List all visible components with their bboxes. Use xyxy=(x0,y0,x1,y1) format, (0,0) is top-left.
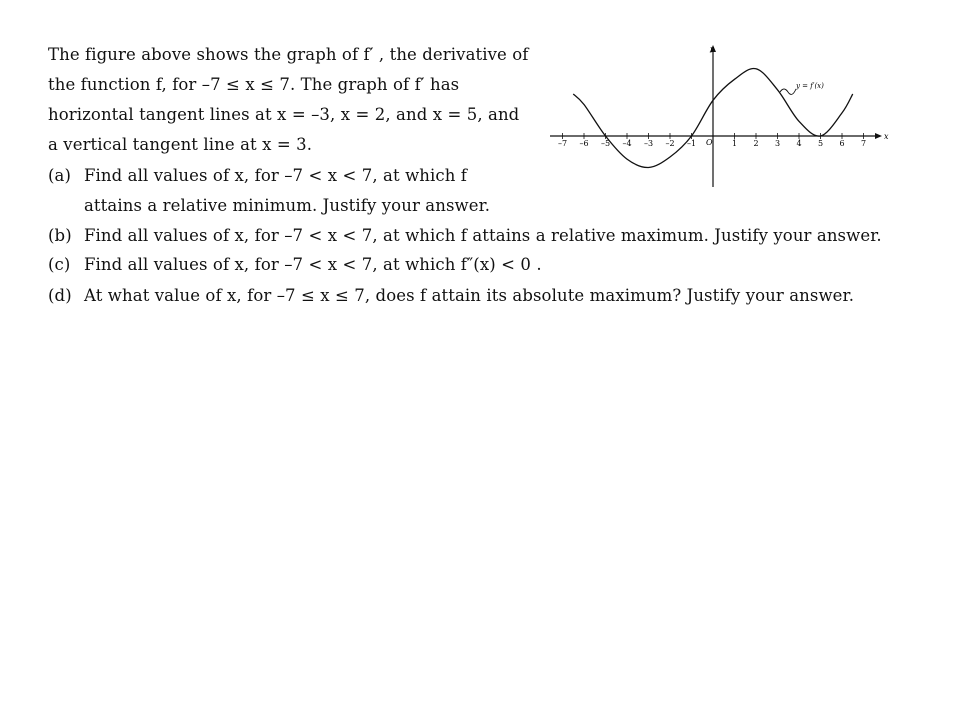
part-a xyxy=(48,166,467,186)
part-c xyxy=(48,255,542,275)
problem-intro-line-1: The figure above shows the graph of f′ , the derivative of xyxy=(48,45,529,64)
x-tick-label: 3 xyxy=(774,139,781,148)
x-tick-label: –2 xyxy=(665,139,675,148)
x-axis-label: x xyxy=(884,132,889,141)
part-a-text: Find all values of x, for –7 < x < 7, at which f xyxy=(84,166,468,185)
x-tick-label: 5 xyxy=(817,139,824,148)
x-tick-label: –1 xyxy=(686,139,697,148)
part-d xyxy=(48,286,854,306)
curve-label: y = f′(x) xyxy=(796,82,824,90)
x-tick-label: 4 xyxy=(796,139,802,148)
derivative-graph xyxy=(545,40,890,190)
x-tick-label: 1 xyxy=(731,139,738,148)
x-tick-label: –5 xyxy=(600,139,611,148)
y-axis-label: y xyxy=(710,45,714,53)
part-b-label: (b) xyxy=(48,226,72,245)
part-d-text: At what value of x, for –7 ≤ x ≤ 7, does f attain its absolute maximum? Justify your answer. xyxy=(84,286,855,305)
x-tick-label: 7 xyxy=(860,139,867,148)
problem-intro-line-2: the function f, for –7 ≤ x ≤ 7. The graph of f′ has xyxy=(48,75,460,94)
part-a-label: (a) xyxy=(48,166,72,185)
origin-label: O xyxy=(706,138,713,147)
x-tick-label: –7 xyxy=(557,139,568,148)
part-c-text: Find all values of x, for –7 < x < 7, at which f″(x) < 0 . xyxy=(84,255,542,274)
x-axis-arrow xyxy=(875,133,882,139)
x-tick-label: –6 xyxy=(579,139,589,148)
part-b xyxy=(48,226,882,246)
x-tick-label: –4 xyxy=(622,139,632,148)
part-a-continued: attains a relative minimum. Justify your answer. xyxy=(84,196,491,215)
x-tick-label: 2 xyxy=(753,139,759,148)
x-tick-label: 6 xyxy=(839,139,845,148)
x-tick-label: –3 xyxy=(643,139,654,148)
problem-intro-line-3: horizontal tangent lines at x = –3, x = 2, and x = 5, and xyxy=(48,105,520,124)
problem-intro-line-4: a vertical tangent line at x = 3. xyxy=(48,135,313,154)
part-d-label: (d) xyxy=(48,286,72,305)
part-c-label: (c) xyxy=(48,255,71,274)
curve-label-pointer xyxy=(780,89,796,94)
part-b-text: Find all values of x, for –7 < x < 7, at which f attains a relative maximum. Justify your answer. xyxy=(84,226,882,245)
